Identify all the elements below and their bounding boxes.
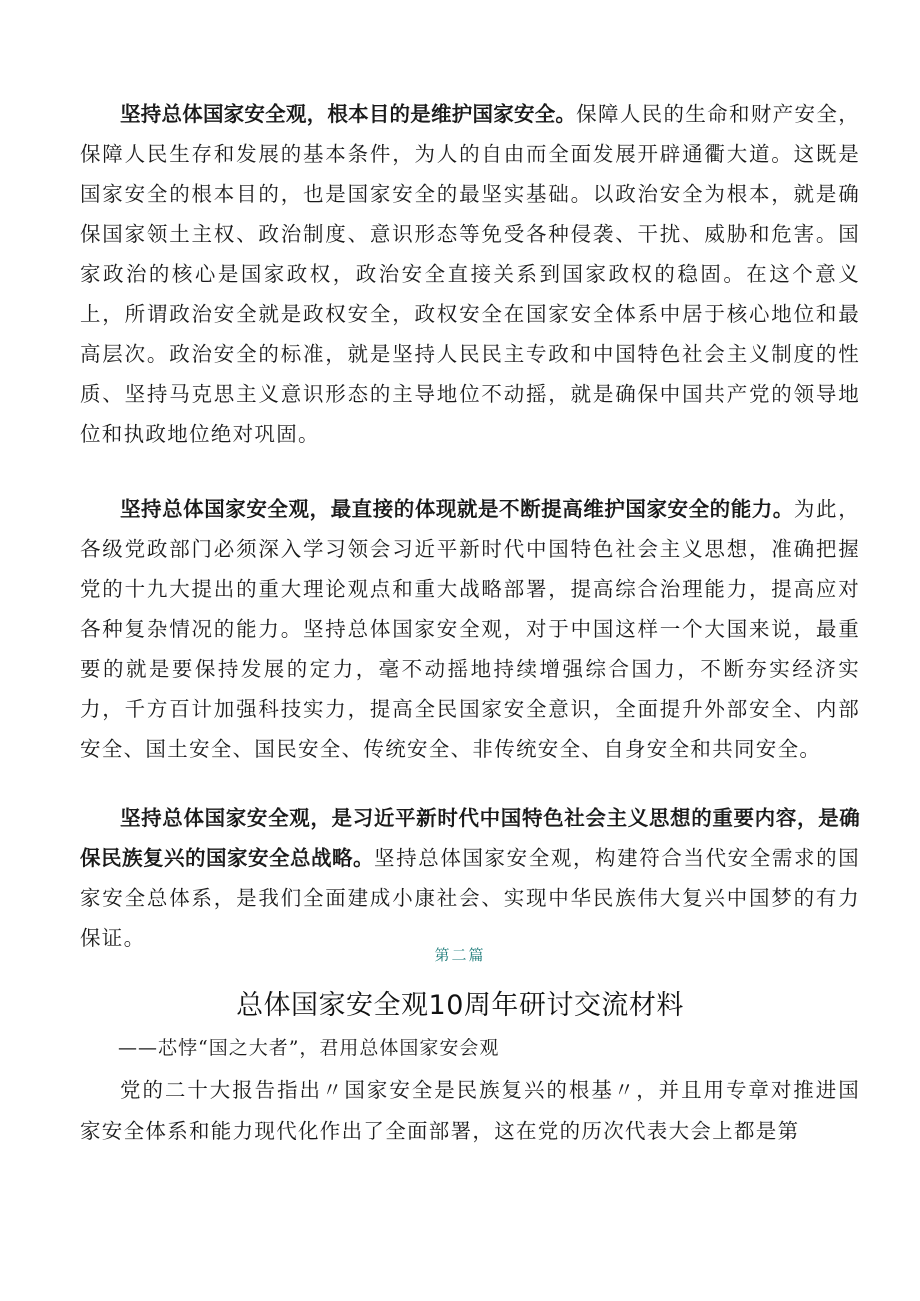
document-title: 总体国家安全观10周年研讨交流材料 (236, 990, 684, 1021)
paragraph-4: 党的二十大报告指出〃国家安全是民族复兴的根基〃，并且用专章对推进国家安全体系和能力现代化作出了全面部署，这在党的历次代表大会上都是第 (80, 1078, 860, 1143)
paragraph-1 (80, 94, 860, 454)
document-subtitle: ——芯悖“国之大者”，君用总体国家安会观 (118, 1037, 500, 1059)
paragraph-3 (80, 798, 860, 958)
paragraph-3-body: 坚持总体国家安全观，构建符合当代安全需求的国家安全总体系，是我们全面建成小康社会、实现中华民族伟大复兴中国梦的有力保证。 (80, 846, 860, 950)
section-label: 第二篇 (434, 946, 486, 964)
paragraph-1-body: 保障人民的生命和财产安全，保障人民生存和发展的基本条件，为人的自由而全面发展开辟通衢大道。这既是国家安全的根本目的，也是国家安全的最坚实基础。以政治安全为根本，就是确保国家领土主权、政治制度、意识形态等免受各种侵袭、干扰、威胁和危害。国家政治的核心是国家政权，政治安全直接关系到国家政权的稳固。在这个意义上，所谓政治安全就是政权安全，政权安全在国家安全体系中居于核心地位和最高层次。政治安全的标准，就是坚持人民民主专政和中国特色社会主义制度的性质、坚持马克思主义意识形态的主导地位不动摇，就是确保中国共产党的领导地位和执政地位绝对巩固。 (80, 102, 860, 446)
paragraph-1-lead: 坚持总体国家安全观，根本目的是维护国家安全。 (120, 102, 577, 126)
paragraph-2 (80, 489, 860, 769)
paragraph-2-body: 为此，各级党政部门必须深入学习领会习近平新时代中国特色社会主义思想，准确把握党的十九大提出的重大理论观点和重大战略部署，提高综合治理能力，提高应对各种复杂情况的能力。坚持总体国家安全观，对于中国这样一个大国来说，最重要的就是要保持发展的定力，毫不动摇地持续增强综合国力，不断夯实经济实力，千方百计加强科技实力，提高全民国家安全意识，全面提升外部安全、内部安全、国土安全、国民安全、传统安全、非传统安全、自身安全和共同安全。 (80, 497, 860, 761)
paragraph-3-lead: 坚持总体国家安全观，是习近平新时代中国特色社会主义思想的重要内容，是确保民族复兴的国家安全总战略。 (80, 806, 860, 870)
paragraph-2-lead: 坚持总体国家安全观，最直接的体现就是不断提高维护国家安全的能力。 (120, 497, 794, 521)
